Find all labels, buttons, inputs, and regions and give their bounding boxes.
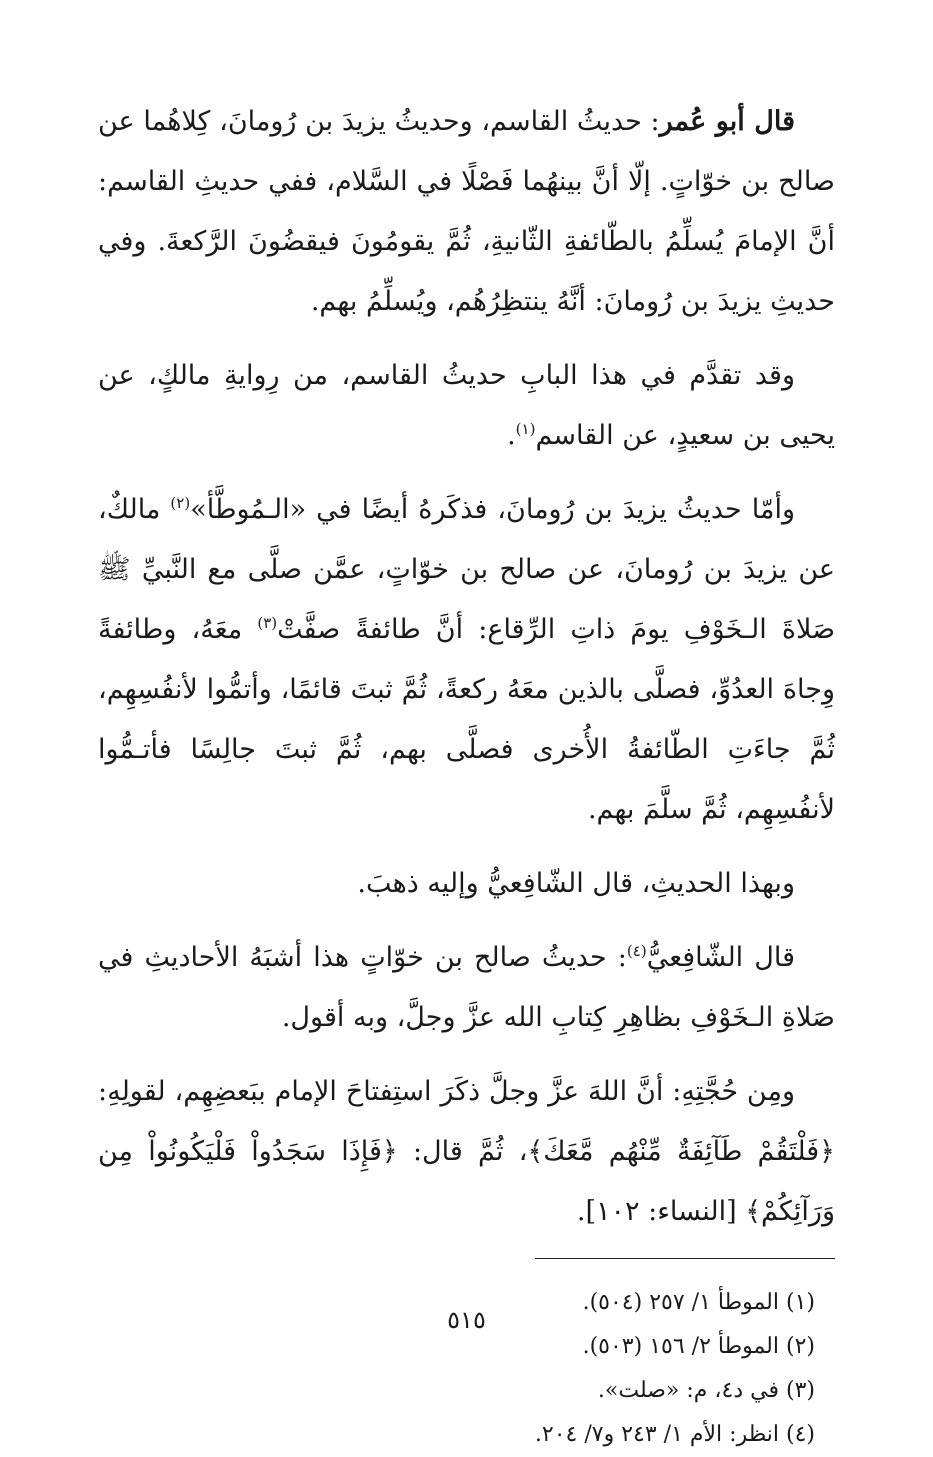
paragraph-2-tail: . [507, 420, 516, 451]
footnote-1: (١) الموطأ ١/ ٢٥٧ (٥٠٤). [582, 1290, 815, 1315]
paragraph-3-text: وأمّا حديثُ يزيدَ بن رُومانَ، فذكَرهُ أيضًا في «الـمُوطَّأ» [190, 494, 796, 525]
paragraph-1 [98, 92, 835, 332]
page-number: ٥١٥ [447, 1306, 486, 1334]
footnote-ref-4[interactable]: (٤) [626, 942, 647, 960]
footnote-ref-2[interactable]: (٢) [170, 494, 191, 512]
paragraph-4 [98, 854, 835, 914]
paragraph-2-text: وقد تقدَّم في هذا البابِ حديثُ القاسم، من رِوايةِ مالكٍ، عن يحيى بن سعيدٍ، عن القاسم [98, 360, 835, 451]
paragraph-4-text: وبهذا الحديثِ، قال الشّافِعيُّ وإليه ذهبَ. [357, 868, 795, 899]
paragraph-3-tail2: معَهُ، وطائفةً وِجاهَ العدُوِّ، فصلَّى بالذين معَهُ ركعةً، ثُمَّ ثبتَ قائمًا، وأتمُّوا لأنفُسِهِم، ثُمَّ جاءَتِ الطّائفةُ الأُخرى فصلَّى بهم، ثُمَّ ثبتَ جالِسًا فأتـمُّوا لأنفُسِهِم، ثُمَّ سلَّمَ بهم. [98, 614, 835, 825]
paragraph-1-text: : حديثُ القاسم، وحديثُ يزيدَ بن رُومانَ، كِلاهُما عن صالح بن خوّاتٍ. إلّا أنَّ بينهُما فَصْلًا في السَّلام، ففي حديثِ القاسم: أنَّ الإمامَ يُسلِّمُ بالطّائفةِ الثّانيةِ، ثُمَّ يقومُونَ فيقضُونَ الرَّكعةَ. وفي حديثِ يزيدَ بن رُومانَ: أنَّهُ ينتظِرُهُم، ويُسلِّمُ بهم. [98, 106, 835, 317]
paragraph-6-text: ومِن حُجَّتِهِ: أنَّ اللهَ عزَّ وجلَّ ذكَرَ استِفتاحَ الإمام ببَعضِهِم، لقولِهِ: ﴿فَلْتَقُمْ طَآئِفَةٌ مِّنْهُم مَّعَكَ﴾، ثُمَّ قال: ﴿فَإِذَا سَجَدُواْ فَلْيَكُونُواْ مِن وَرَآئِكُمْ﴾ [النساء: ١٠٢]. [98, 1076, 835, 1227]
footnote-divider [535, 1258, 835, 1259]
footnote-ref-3[interactable]: (٣) [257, 614, 278, 632]
footnote-3: (٣) في د٤، م: «صلت». [597, 1378, 815, 1403]
footnote-2: (٢) الموطأ ٢/ ١٥٦ (٥٠٣). [582, 1334, 815, 1359]
paragraph-5 [98, 928, 835, 1048]
paragraph-5-tail: : حديثُ صالح بن خوّاتٍ هذا أشبَهُ الأحاديثِ في صَلاةِ الـخَوْفِ بظاهِرِ كِتابِ الله عزَّ وجلَّ، وبه أقول. [98, 942, 835, 1033]
paragraph-3-tail: مالكٌ، عن يزيدَ بن رُومانَ، عن صالح بن خوّاتٍ، عمَّن صلَّى مع النَّبيِّ ﷺ صَلاةَ الـخَوْفِ يومَ ذاتِ الرِّقاع: أنَّ طائفةً صفَّتْ [98, 494, 835, 645]
paragraph-2 [98, 346, 835, 466]
paragraph-5-text: قال الشّافِعيُّ [646, 942, 795, 973]
footnote-4: (٤) انظر: الأم ١/ ٢٤٣ و٧/ ٢٠٤. [534, 1422, 815, 1447]
footnote-ref-1[interactable]: (١) [515, 420, 536, 438]
paragraph-6 [98, 1062, 835, 1242]
speaker-lead: قال أبو عُمر [659, 106, 795, 137]
paragraph-3 [98, 480, 835, 840]
